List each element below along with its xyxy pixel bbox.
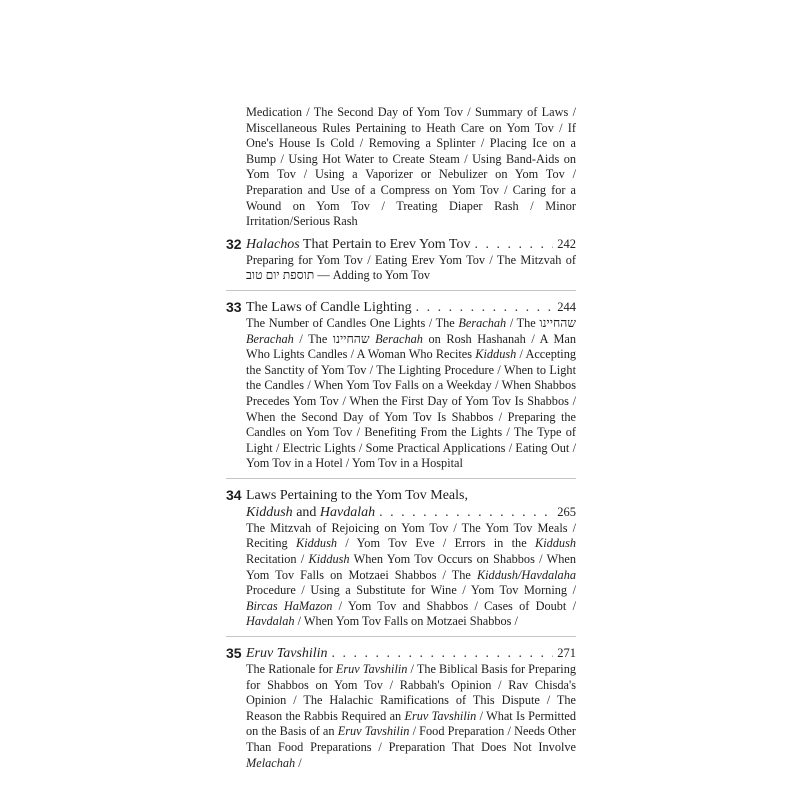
chapter-title[interactable]: Eruv Tavshilin . . . 271 xyxy=(246,645,576,662)
chapter-title-line-2[interactable]: Kiddush and Havdalah . . . 265 xyxy=(246,504,576,521)
chapter-title-line-1[interactable]: Laws Pertaining to the Yom Tov Meals, xyxy=(246,487,468,503)
leader-dots xyxy=(332,645,554,662)
chapter-description: The Number of Candles One Lights / The Berachah / The שהחיינו Berachah / The שהחיינו Berachah on Rosh Hashanah / A Man Who Lights Candles / A Woman Who Recites Kiddush / Accepting the Sanctity of Yom Tov / The Lighting Procedure / When to Light the Candles / When Yom Tov Falls on a Weekday / When Shabbos Precedes Yom Tov / When the First Day of Yom Tov Is Shabbos / When the Second Day of Yom Tov Is Shabbos / Preparing the Candles on Yom Tov / Benefiting From the Lights / The Type of Light / Electric Lights / Some Practical Applications / Eating Out / Yom Tov in a Hotel / Yom Tov in a Hospital xyxy=(246,315,577,471)
chapter-title[interactable]: Halachos That Pertain to Erev Yom Tov . . . 242 xyxy=(246,236,576,253)
leader-dots xyxy=(379,504,553,521)
leader-dots xyxy=(416,299,554,316)
leader-dots xyxy=(474,236,553,253)
chapter-number: 32 xyxy=(226,235,242,252)
page-number: 244 xyxy=(557,299,576,314)
chapter-number: 33 xyxy=(226,298,242,315)
toc-entry-34 xyxy=(226,478,576,636)
toc-entry-33 xyxy=(226,290,576,478)
toc-page xyxy=(226,105,576,777)
chapter-title[interactable]: The Laws of Candle Lighting . . . 244 xyxy=(246,299,576,316)
continued-description: Medication / The Second Day of Yom Tov / Summary of Laws / Miscellaneous Rules Pertaining to Heath Care on Yom Tov / If One's House Is Cold / Removing a Splinter / Placing Ice on a Bump / Using Hot Water to Create Steam / Using Band-Aids on Yom Tov / Using a Vaporizer or Nebulizer on Yom Tov / Preparation and Use of a Compress on Yom Tov / Caring for a Wound on Yom Tov / Treating Diaper Rash / Minor Irritation/Serious Rash xyxy=(246,105,576,229)
toc-entry-35 xyxy=(226,636,576,777)
page-number: 271 xyxy=(557,646,576,661)
chapter-description: The Mitzvah of Rejoicing on Yom Tov / The Yom Tov Meals / Reciting Kiddush / Yom Tov Eve / Errors in the Kiddush Recitation / Kiddush When Yom Tov Occurs on Shabbos / When Yom Tov Falls on Motzaei Shabbos / The Kiddush/Havdalaha Procedure / Using a Substitute for Wine / Yom Tov Morning / Bircas HaMazon / Yom Tov and Shabbos / Cases of Doubt / Havdalah / When Yom Tov Falls on Motzaei Shabbos / xyxy=(246,520,576,629)
page-number: 265 xyxy=(557,504,576,519)
toc-entry-32 xyxy=(226,236,576,290)
chapter-number: 34 xyxy=(226,486,242,503)
chapter-number: 35 xyxy=(226,645,242,662)
chapter-description: The Rationale for Eruv Tavshilin / The Biblical Basis for Preparing for Shabbos on Yom Tov / Rabbah's Opinion / Rav Chisda's Opinion / The Halachic Ramifications of This Dispute / The Reason the Rabbis Required an Eruv Tavshilin / What Is Permitted on the Basis of an Eruv Tavshilin / Food Preparation / Needs Other Than Food Preparations / Preparation That Does Not Involve Melachah / xyxy=(246,662,576,770)
page-number: 242 xyxy=(557,236,576,251)
chapter-description: Preparing for Yom Tov / Eating Erev Yom Tov / The Mitzvah of תוספת יום טוב — Adding to Yom Tov xyxy=(246,252,576,283)
